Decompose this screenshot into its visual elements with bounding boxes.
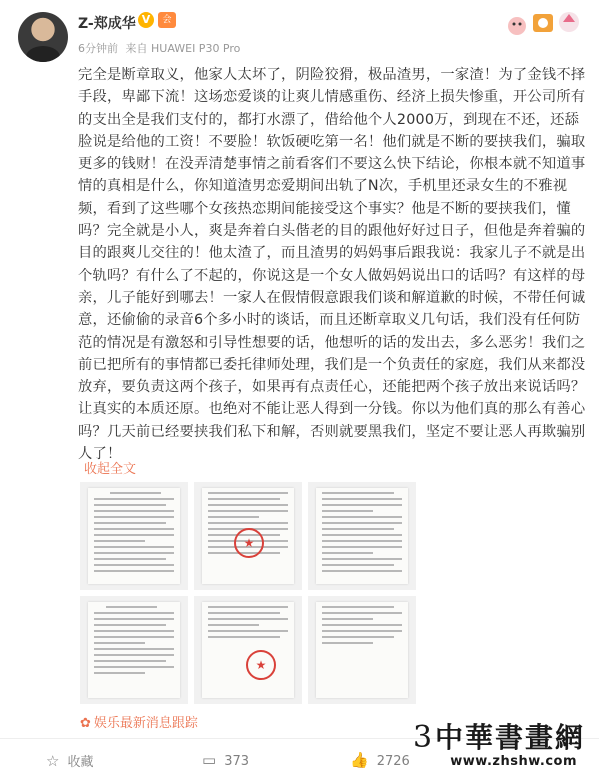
brush-mark-icon: 3: [413, 720, 433, 755]
comment-icon: ▭: [202, 751, 217, 769]
username[interactable]: Z-郑成华: [78, 16, 136, 32]
star-icon: ☆: [46, 752, 60, 770]
post-source: 来自 HUAWEI P30 Pro: [125, 42, 241, 55]
image-thumbnail-6[interactable]: [308, 596, 416, 704]
seal-icon: ★: [234, 528, 264, 558]
hot-topic-link[interactable]: [80, 712, 198, 731]
avatar[interactable]: [18, 12, 68, 62]
favorite-label: 收藏: [67, 755, 94, 770]
favorite-button[interactable]: [46, 751, 93, 770]
post-header: [0, 0, 599, 60]
image-thumbnail-4[interactable]: [80, 596, 188, 704]
vip-badge-icon: V: [138, 12, 154, 28]
flower-icon: ✿: [80, 716, 91, 731]
watermark-url: www.zhshw.com: [450, 754, 577, 769]
like-button[interactable]: [350, 751, 410, 769]
watermark: [411, 716, 589, 776]
comment-count: 373: [224, 754, 250, 769]
image-thumbnail-2[interactable]: [194, 482, 302, 590]
post-body-text: 完全是断章取义，他家人太坏了，阴险狡猾，极品渣男，一家渣！为了金钱不择手段，卑鄙下流！这场恋爱谈的让爽儿情感重伤、经济上损失惨重，开公司所有的支出全是我们支付的，都打水漂了，借给他个人2000万，到现在不还，还舔脸说是给他的工资！不要脸！软饭硬吃第一名！他们就是不断的要挟我们，骗取更多的钱财！在没弄清楚事情之前看客们不要这么快下结论，你根本就不知道事情的真相是什么，你知道渣男恋爱期间出轨了N次，手机里还录女生的不雅视频，看到了这些哪个女孩热恋期间能接受这个事实？他是不断的要挟我们，懂吗？完全就是小人，爽是奔着白头偕老的目的跟他好好过日子，但他是奔着骗的目的跟爽儿交往的！他太渣了，而且渣男的妈妈事后跟我说：我家儿子不就是出个轨吗？有什么了不起的，你说这是一个女人做妈妈说出口的话吗？有这样的母亲，儿子能好到哪去！一家人在假情假意跟我们谈和解道歉的时候，不带任何诚意，还偷偷的录音6个多小时的谈话，而且还断章取义几句话，我们没有任何防范的情况是有激怒和引导性想要的话，他想听的话的发出去，多么恶劣！我们之前已把所有的事情都已委托律师处理，我们是一个负责任的家庭，我们从来都没放弃，要负责这两个孩子，如果再有点责任心，还能把两个孩子放出来说话吗？让真实的本质还原。也绝对不能让恶人得到一分钱。你以为他们真的那么有善心吗？几天前已经要挟我们私下和解，否则就要黑我们，坚定不要让恶人再欺骗别人了！: [78, 67, 586, 463]
image-thumbnail-1[interactable]: [80, 482, 188, 590]
member-badge-icon: 会: [158, 12, 176, 28]
image-thumbnail-3[interactable]: [308, 482, 416, 590]
hot-topic-label: 娱乐最新消息跟踪: [93, 716, 198, 731]
image-thumbnail-5[interactable]: [194, 596, 302, 704]
post-meta: [78, 40, 244, 56]
comment-button[interactable]: [202, 751, 249, 769]
collapse-text-link[interactable]: 收起全文: [84, 462, 137, 477]
card-decoration-icon: [503, 4, 585, 40]
post-time: 6分钟前: [78, 42, 118, 55]
watermark-brand: 中華書畫網: [434, 721, 585, 754]
like-count: 2726: [376, 754, 410, 769]
seal-icon: ★: [246, 650, 276, 680]
thumbs-up-icon: 👍: [350, 751, 369, 769]
